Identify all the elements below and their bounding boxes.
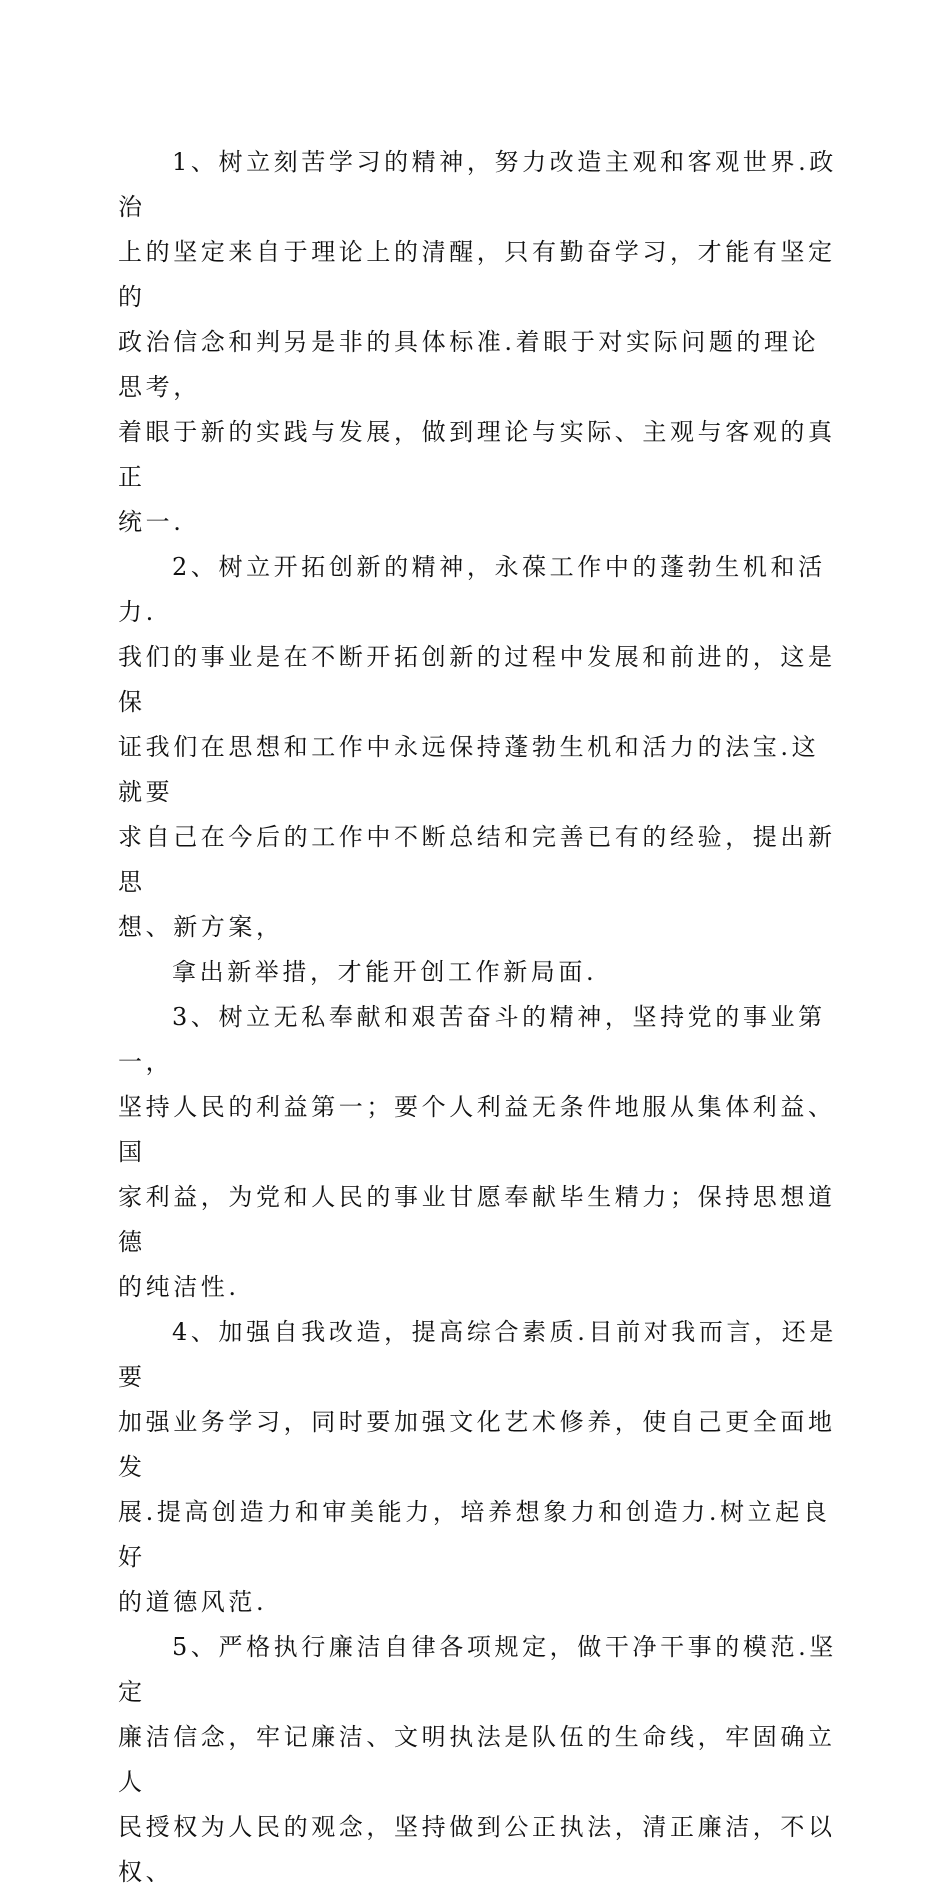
paragraph-2-continued: 拿出新举措，才能开创工作新局面. (172, 958, 598, 986)
paragraph-3: 3、树立无私奉献和艰苦奋斗的精神，坚持党的事业第一， 坚持人民的利益第一；要个人利益无条件地服从集体利益、国 家利益，为党和人民的事业甘愿奉献毕生精力；保持思想道德 的纯洁性. (118, 1003, 836, 1301)
paragraph-5: 5、严格执行廉洁自律各项规定，做干净干事的模范.坚定 廉洁信念，牢记廉洁、文明执法是队伍的生命线，牢固确立人 民授权为人民的观念，坚持做到公正执法，清正廉洁，不以权、 (118, 1633, 837, 1886)
paragraph-1: 1、树立刻苦学习的精神，努力改造主观和客观世界.政治 上的坚定来自于理论上的清醒，只有勤奋学习，才能有坚定的 政治信念和判另是非的具体标准.着眼于对实际问题的理论思考， 着眼于新的实践与发展，做到理论与实际、主观与客观的真正 统一. (118, 148, 837, 536)
paragraph-2: 2、树立开拓创新的精神，永葆工作中的蓬勃生机和活力. 我们的事业是在不断开拓创新的过程中发展和前进的，这是保 证我们在思想和工作中永远保持蓬勃生机和活力的法宝.这就要 求自己在今后的工作中不断总结和完善已有的经验，提出新思 想、新方案， (118, 553, 836, 941)
paragraph-4: 4、加强自我改造，提高综合素质.目前对我而言，还是要 加强业务学习，同时要加强文化艺术修养，使自己更全面地发 展.提高创造力和审美能力，培养想象力和创造力.树立起良好 的道德风范. (118, 1318, 837, 1616)
document-body (118, 140, 838, 1895)
